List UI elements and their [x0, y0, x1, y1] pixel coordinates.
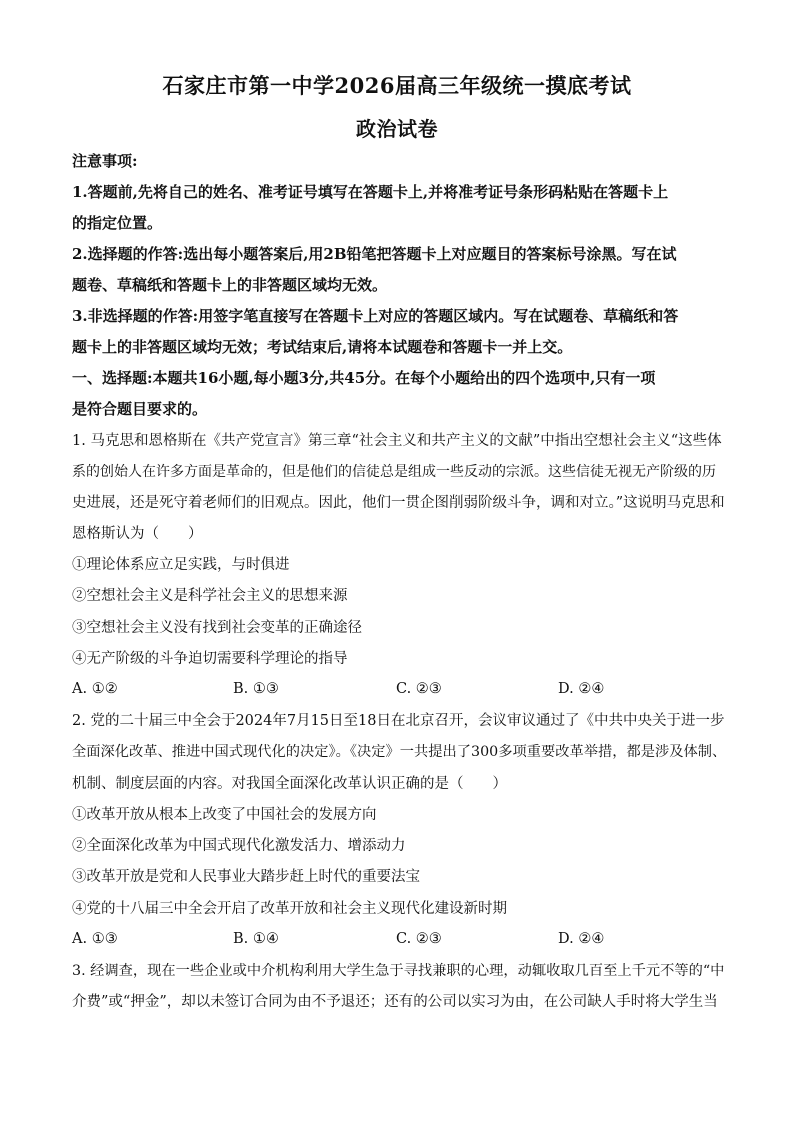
q2-statement-4: ④党的十八届三中全会开启了改革开放和社会主义现代化建设新时期 [72, 901, 507, 917]
q2-option-b: B. ①④ [233, 931, 279, 947]
notice-heading: 注意事项: [72, 152, 138, 170]
q1-stem-line: 恩格斯认为（ ） [72, 526, 203, 542]
section-heading-cont: 是符合题目要求的。 [72, 400, 208, 418]
q2-option-a: A. ①③ [72, 931, 118, 947]
q2-stem-line: 机制、制度层面的内容。对我国全面深化改革认识正确的是（ ） [72, 776, 507, 792]
exam-subtitle: 政治试卷 [356, 117, 438, 141]
notice-item-3-cont: 题卡上的非答题区域均无效；考试结束后,请将本试题卷和答题卡一并上交。 [72, 338, 573, 356]
q1-statement-2: ②空想社会主义是科学社会主义的思想来源 [72, 588, 348, 604]
q2-stem-line: 全面深化改革、推进中国式现代化的决定》。《决定》一共提出了300多项重要改革举措，都是涉及体制、 [72, 744, 727, 760]
q1-option-a: A. ①② [72, 681, 118, 697]
q2-stem-line: 2. 党的二十届三中全会于2024年7月15日至18日在北京召开，会议审议通过了《中共中央关于进一步 [72, 713, 725, 729]
q2-statement-1: ①改革开放从根本上改变了中国社会的发展方向 [72, 807, 377, 823]
q1-option-d: D. ②④ [558, 681, 605, 697]
q1-stem-line: 系的创始人在许多方面是革命的，但是他们的信徒总是组成一些反动的宗派。这些信徒无视无产阶级的历 [72, 464, 716, 480]
q2-option-d: D. ②④ [558, 931, 605, 947]
q1-option-b: B. ①③ [233, 681, 279, 697]
q1-statement-1: ①理论体系应立足实践，与时俱进 [72, 557, 290, 573]
notice-item-3: 3.非选择题的作答:用签字笔直接写在答题卡上对应的答题区域内。写在试题卷、草稿纸和答 [72, 307, 679, 325]
q3-stem-line: 3. 经调查，现在一些企业或中介机构利用大学生急于寻找兼职的心理，动辄收取几百至上千元不等的“中 [72, 963, 725, 979]
q2-option-c: C. ②③ [396, 931, 442, 947]
section-heading: 一、选择题:本题共16小题,每小题3分,共45分。在每个小题给出的四个选项中,只有一项 [72, 369, 656, 387]
q1-option-c: C. ②③ [396, 681, 442, 697]
q1-stem-line: 史进展，还是死守着老师们的旧观点。因此，他们一贯企图削弱阶级斗争，调和对立。”这说明马克思和 [72, 495, 725, 511]
q2-statement-2: ②全面深化改革为中国式现代化激发活力、增添动力 [72, 838, 406, 854]
q3-stem-line: 介费”或“押金”，却以未签订合同为由不予退还；还有的公司以实习为由，在公司缺人手时将大学生当 [72, 994, 718, 1010]
notice-item-2-cont: 题卷、草稿纸和答题卡上的非答题区域均无效。 [72, 276, 388, 294]
notice-item-1-cont: 的指定位置。 [72, 214, 163, 232]
q1-stem-line: 1. 马克思和恩格斯在《共产党宣言》第三章“社会主义和共产主义的文献”中指出空想社会主义“这些体 [72, 433, 722, 449]
q2-statement-3: ③改革开放是党和人民事业大踏步赶上时代的重要法宝 [72, 869, 420, 885]
notice-item-2: 2.选择题的作答:选出每小题答案后,用2B铅笔把答题卡上对应题目的答案标号涂黑。写在试 [72, 245, 677, 263]
q1-statement-3: ③空想社会主义没有找到社会变革的正确途径 [72, 620, 362, 636]
exam-title: 石家庄市第一中学2026届高三年级统一摸底考试 [162, 73, 632, 98]
q1-statement-4: ④无产阶级的斗争迫切需要科学理论的指导 [72, 651, 348, 667]
notice-item-1: 1.答题前,先将自己的姓名、准考证号填写在答题卡上,并将准考证号条形码粘贴在答题卡上 [72, 183, 669, 201]
